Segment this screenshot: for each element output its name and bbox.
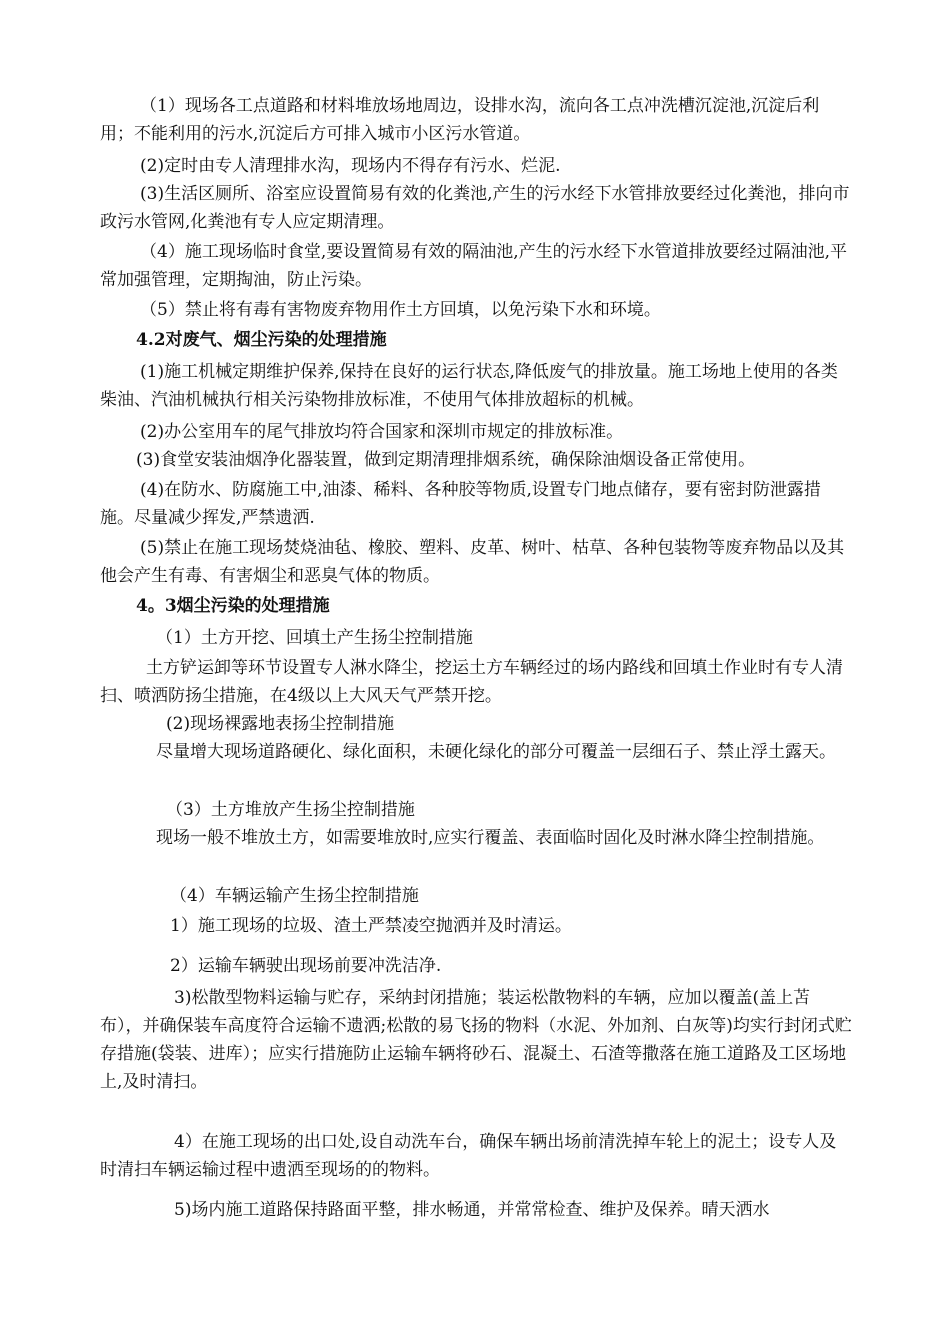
item-transport-2: 2）运输车辆驶出现场前要冲洗洁净.	[170, 956, 442, 976]
paragraph-exhaust-4: (4)在防水、防腐施工中,油漆、稀料、各种胶等物质,设置专门地点储存，要有密封防泄露措施。尽量减少挥发,严禁遗洒.	[100, 480, 821, 528]
item-transport-5: 5)场内施工道路保持路面平整，排水畅通，并常常检查、维护及保养。晴天洒水	[174, 1200, 770, 1220]
paragraph-drainage-5: （5）禁止将有毒有害物废弃物用作土方回填，以免污染下水和环境。	[140, 300, 661, 320]
paragraph-earthwork: 土方铲运卸等环节设置专人淋水降尘，挖运土方车辆经过的场内路线和回填土作业时有专人清扫、喷洒防扬尘措施，在4级以上大风天气严禁开挖。	[100, 658, 843, 706]
paragraph-drainage-4: （4）施工现场临时食堂,要设置简易有效的隔油池,产生的污水经下水管道排放要经过隔油池,平常加强管理，定期掏油，防止污染。	[100, 242, 848, 290]
section-heading-4-2: 4.2对废气、烟尘污染的处理措施	[136, 330, 387, 350]
paragraph-drainage-3: (3)生活区厕所、浴室应设置简易有效的化粪池,产生的污水经下水管排放要经过化粪池，排向市政污水管网,化粪池有专人应定期清理。	[100, 184, 850, 232]
item-transport-4: 4）在施工现场的出口处,设自动洗车台，确保车辆出场前清洗掉车轮上的泥土；设专人及时清扫车辆运输过程中遗洒至现场的的物料。	[100, 1132, 837, 1180]
paragraph-exhaust-3: (3)食堂安装油烟净化器装置，做到定期清理排烟系统，确保除油烟设备正常使用。	[136, 450, 756, 470]
item-transport-1: 1）施工现场的垃圾、渣土严禁凌空抛洒并及时清运。	[170, 916, 572, 936]
paragraph-exhaust-5: (5)禁止在施工现场焚烧油毡、橡胶、塑料、皮革、树叶、枯草、各种包装物等废弃物品以及其他会产生有毒、有害烟尘和恶臭气体的物质。	[100, 538, 845, 586]
section-heading-4-3: 4。3烟尘污染的处理措施	[136, 596, 330, 616]
paragraph-exhaust-2: (2)办公室用车的尾气排放均符合国家和深圳市规定的排放标准。	[140, 422, 624, 442]
subheading-earthwork: （1）土方开挖、回填土产生扬尘控制措施	[156, 628, 473, 648]
paragraph-soil-stockpile: 现场一般不堆放土方，如需要堆放时,应实行覆盖、表面临时固化及时淋水降尘控制措施。	[156, 828, 825, 848]
paragraph-drainage-1: （1）现场各工点道路和材料堆放场地周边，设排水沟，流向各工点冲洗槽沉淀池,沉淀后利用；不能利用的污水,沉淀后方可排入城市小区污水管道。	[100, 96, 820, 144]
subheading-soil-stockpile: （3）土方堆放产生扬尘控制措施	[166, 800, 415, 820]
subheading-bare-ground: (2)现场裸露地表扬尘控制措施	[166, 714, 395, 734]
paragraph-bare-ground: 尽量增大现场道路硬化、绿化面积，未硬化绿化的部分可覆盖一层细石子、禁止浮土露天。	[156, 742, 836, 762]
paragraph-drainage-2: (2)定时由专人清理排水沟，现场内不得存有污水、烂泥.	[140, 156, 561, 176]
subheading-vehicle-transport: （4）车辆运输产生扬尘控制措施	[170, 886, 419, 906]
item-transport-3: 3)松散型物料运输与贮存，采纳封闭措施；装运松散物料的车辆，应加以覆盖(盖上苫布），并确保装车高度符合运输不遗洒;松散的易飞扬的物料（水泥、外加剂、白灰等)均实行封闭式贮存措施(袋装、进库）；应实行措施防止运输车辆将砂石、混凝土、石渣等撒落在施工道路及工区场地上,及时清扫。	[100, 988, 852, 1092]
paragraph-exhaust-1: (1)施工机械定期维护保养,保持在良好的运行状态,降低废气的排放量。施工场地上使用的各类柴油、汽油机械执行相关污染物排放标准，不使用气体排放超标的机械。	[100, 362, 838, 410]
